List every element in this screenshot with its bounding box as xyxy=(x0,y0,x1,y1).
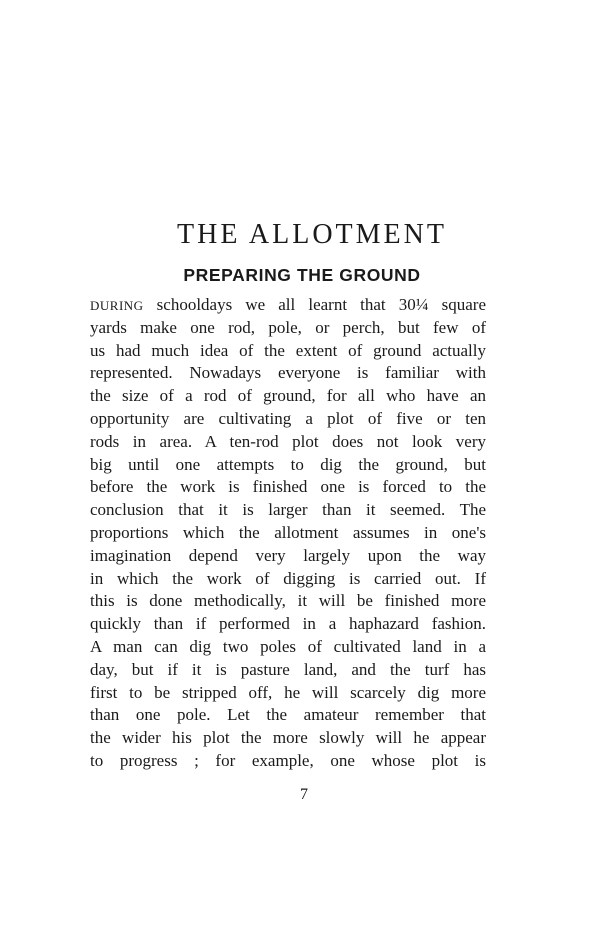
text-line: represented. Nowadays everyone is familiar with xyxy=(90,363,486,383)
page-number: 7 xyxy=(300,786,308,803)
text-line: the size of a rod of ground, for all who have an xyxy=(90,386,486,406)
text-line: first to be stripped off, he will scarcely dig more xyxy=(90,682,486,702)
text-line: conclusion that it is larger than it seemed. The xyxy=(90,500,486,520)
text-line: A man can dig two poles of cultivated land in a xyxy=(90,636,486,656)
text-line: rods in area. A ten-rod plot does not look very xyxy=(90,431,486,451)
text-line: in which the work of digging is carried out. If xyxy=(90,568,486,588)
text-line: than one pole. Let the amateur remember that xyxy=(90,705,486,725)
text-line: the wider his plot the more slowly will he appear xyxy=(90,728,486,748)
text-line: big until one attempts to dig the ground, but xyxy=(90,454,486,474)
text-line: day, but if it is pasture land, and the turf has xyxy=(90,659,486,679)
text-line: quickly than if performed in a haphazard fashion. xyxy=(90,614,486,634)
body-paragraph xyxy=(90,294,486,773)
text-line: us had much idea of the extent of ground actually xyxy=(90,340,486,360)
text-line: yards make one rod, pole, or perch, but few of xyxy=(90,317,486,337)
text-line: this is done methodically, it will be finished more xyxy=(90,591,486,611)
text-line: before the work is finished one is forced to the xyxy=(90,477,486,497)
small-caps-opening-word: DURING xyxy=(90,298,144,313)
text-line: DURING schooldays we all learnt that 30¼ square xyxy=(90,295,486,314)
text-line: opportunity are cultivating a plot of five or ten xyxy=(90,408,486,428)
text-line: imagination depend very largely upon the way xyxy=(90,545,486,565)
section-title: PREPARING THE GROUND xyxy=(183,265,421,285)
text-line: proportions which the allotment assumes in one's xyxy=(90,522,486,542)
text-line: to progress ; for example, one whose plot is xyxy=(90,750,486,770)
chapter-title: THE ALLOTMENT xyxy=(177,219,447,250)
